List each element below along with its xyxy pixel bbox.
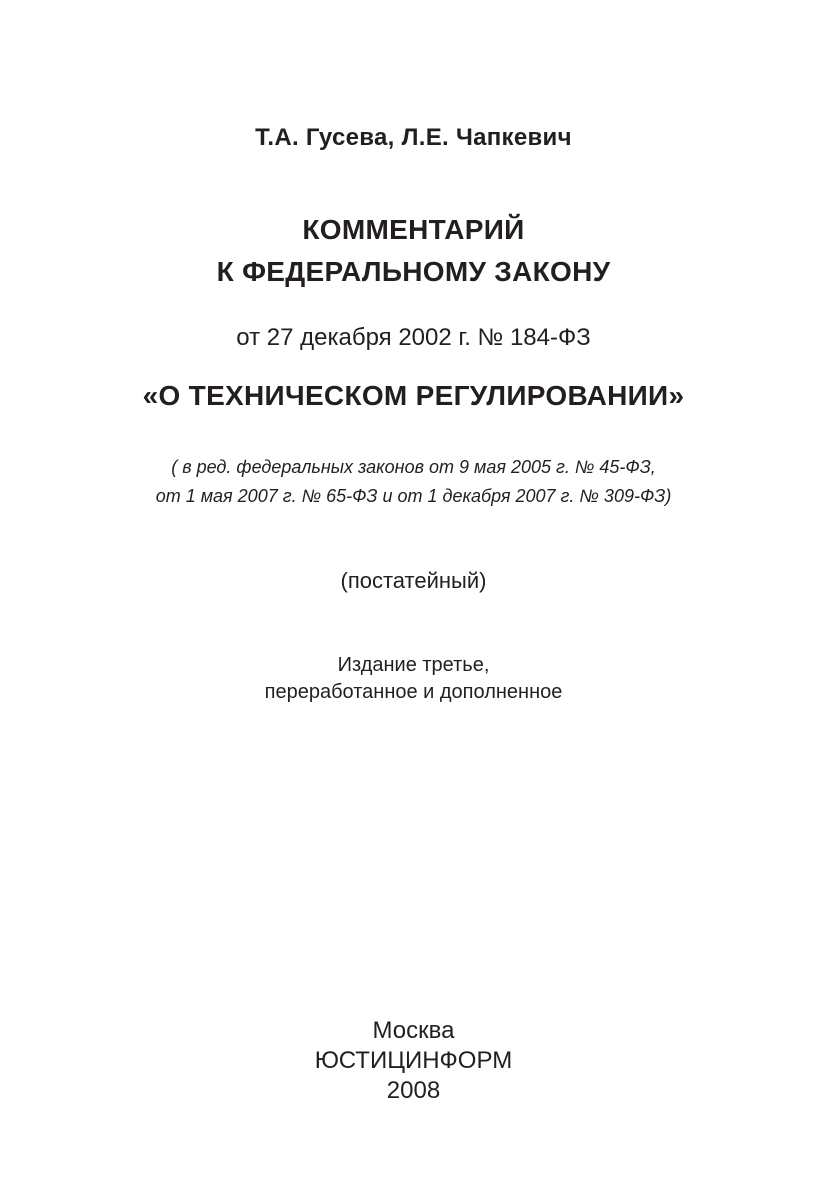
imprint-city: Москва (372, 1017, 455, 1044)
title-line-2: К ФЕДЕРАЛЬНОМУ ЗАКОНУ (216, 256, 611, 287)
authors: Т.А. Гусева, Л.Е. Чапкевич (255, 124, 572, 151)
article-note: (постатейный) (340, 568, 487, 593)
law-date: от 27 декабря 2002 г. № 184-ФЗ (236, 324, 591, 351)
law-name: «О ТЕХНИЧЕСКОМ РЕГУЛИРОВАНИИ» (142, 380, 685, 411)
edition-line-1: Издание третье, (337, 654, 490, 676)
amendments-line-1: ( в ред. федеральных законов от 9 мая 2005 г. № 45-ФЗ, (171, 457, 656, 477)
imprint-publisher: ЮСТИЦИНФОРМ (314, 1047, 513, 1074)
title-line-1: КОММЕНТАРИЙ (302, 214, 525, 245)
amendments-line-2: от 1 мая 2007 г. № 65-ФЗ и от 1 декабря 2007 г. № 309-ФЗ) (155, 486, 672, 506)
imprint-year: 2008 (386, 1077, 441, 1104)
edition-line-2: переработанное и дополненное (264, 681, 563, 703)
